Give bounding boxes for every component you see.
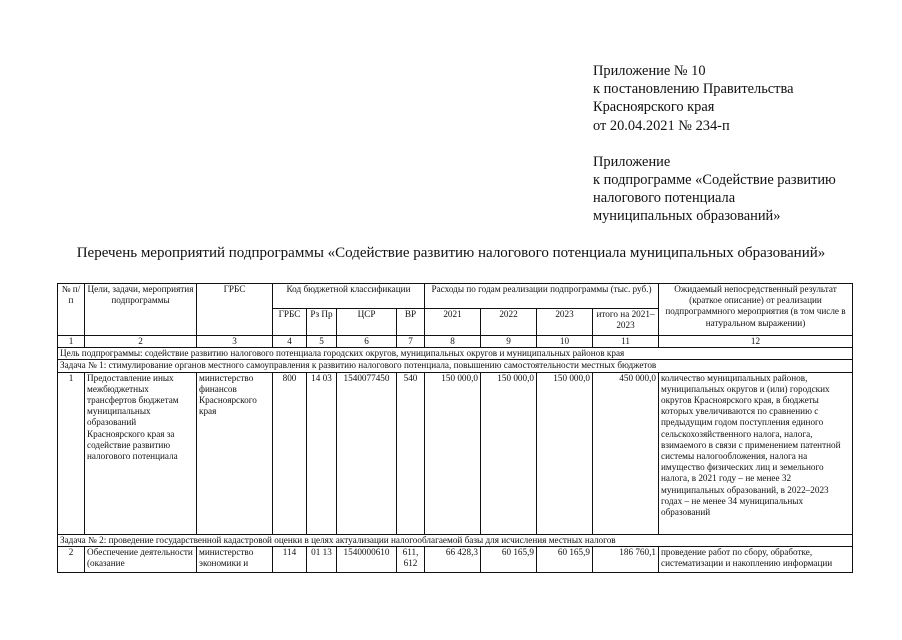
header-vr: ВР (397, 309, 425, 336)
row-rz-pr: 14 03 (307, 372, 337, 534)
column-number: 1 (58, 336, 85, 348)
row-2023: 60 165,9 (537, 546, 593, 572)
row-2021: 66 428,3 (425, 546, 481, 572)
appendix-line: к постановлению Правительства (593, 81, 794, 98)
column-number: 3 (197, 336, 273, 348)
column-number: 9 (481, 336, 537, 348)
task-row (58, 360, 853, 372)
row-csr: 1540000610 (337, 546, 397, 572)
header-num: № п/п (58, 284, 85, 336)
row-num: 2 (58, 546, 85, 572)
header-2021: 2021 (425, 309, 481, 336)
task1-text: Задача № 1: стимулирование органов местного самоуправления к развитию налогового потенциала, повышению самостоятельности местных бюджетов (58, 360, 853, 372)
column-number: 8 (425, 336, 481, 348)
header-budget-code: Код бюджетной классификации (273, 284, 425, 309)
header-rz-pr: Рз Пр (307, 309, 337, 336)
column-number: 12 (659, 336, 853, 348)
row-2022: 150 000,0 (481, 372, 537, 534)
row-name: Обеспечение деятельности (оказание (85, 546, 197, 572)
row-name: Предоставление иных межбюджетных трансфертов бюджетам муниципальных образований Красноярского края за содействие развитию налогового потенциала (85, 372, 197, 534)
row-result: проведение работ по сбору, обработке, систематизации и накоплению информации (659, 546, 853, 572)
goal-text: Цель подпрограммы: содействие развитию налогового потенциала городских округов, муниципальных округов и муниципальных районов края (58, 348, 853, 360)
column-number: 4 (273, 336, 307, 348)
subprogram-line: Приложение (593, 153, 671, 170)
header-code-grbs: ГРБС (273, 309, 307, 336)
row-vr: 540 (397, 372, 425, 534)
row-2022: 60 165,9 (481, 546, 537, 572)
task2-text: Задача № 2: проведение государственной кадастровой оценки в целях актуализации налогооблагаемой базы для исчисления местных налогов (58, 534, 853, 546)
header-2023: 2023 (537, 309, 593, 336)
subprogram-line: к подпрограмме «Содействие развитию (593, 172, 836, 189)
row-rz-pr: 01 13 (307, 546, 337, 572)
column-number: 11 (593, 336, 659, 348)
column-number: 7 (397, 336, 425, 348)
row-num: 1 (58, 372, 85, 534)
column-number: 2 (85, 336, 197, 348)
header-result: Ожидаемый непосредственный результат (краткое описание) от реализации подпрограммного мероприятия (в том числе в натуральном выражении) (659, 284, 853, 336)
header-total: итого на 2021–2023 (593, 309, 659, 336)
task-row (58, 534, 853, 546)
table-row (58, 372, 853, 534)
column-number: 10 (537, 336, 593, 348)
row-2021: 150 000,0 (425, 372, 481, 534)
header-spacer (593, 135, 893, 153)
row-result: количество муниципальных районов, муниципальных округов и (или) городских округов Красноярского края, в бюджеты которых увеличиваются по сравнению с предыдущим годом поступления единого сельскохозяйственного налога, налога, взимаемого в связи с применением патентной системы налогообложения, налога на имущество физических лиц и земельного налога, в 2021 году – не менее 32 муниципальных образований, в 2022–2023 годах – не менее 34 муниципальных образований (659, 372, 853, 534)
row-grbs: министерство финансов Красноярского края (197, 372, 273, 534)
header-goals: Цели, задачи, мероприятия подпрограммы (85, 284, 197, 336)
column-number: 5 (307, 336, 337, 348)
header-2022: 2022 (481, 309, 537, 336)
column-number-row (58, 336, 853, 348)
appendix-header (593, 62, 893, 226)
row-code-grbs: 800 (273, 372, 307, 534)
measures-table (57, 283, 853, 573)
row-grbs: министерство экономики и (197, 546, 273, 572)
header-expenses: Расходы по годам реализации подпрограммы (тыс. руб.) (425, 284, 659, 309)
row-code-grbs: 114 (273, 546, 307, 572)
subprogram-line: налогового потенциала (593, 190, 736, 207)
goal-row (58, 348, 853, 360)
subprogram-line: муниципальных образований» (593, 208, 781, 225)
header-csr: ЦСР (337, 309, 397, 336)
header-grbs: ГРБС (197, 284, 273, 336)
document-title: Перечень мероприятий подпрограммы «Содействие развитию налогового потенциала муниципальных образований» (76, 245, 826, 261)
row-total: 186 760,1 (593, 546, 659, 572)
column-number: 6 (337, 336, 397, 348)
row-2023: 150 000,0 (537, 372, 593, 534)
appendix-line: Красноярского края (593, 99, 715, 116)
appendix-line: Приложение № 10 (593, 63, 706, 79)
row-total: 450 000,0 (593, 372, 659, 534)
row-csr: 1540077450 (337, 372, 397, 534)
row-vr: 611, 612 (397, 546, 425, 572)
table-row (58, 546, 853, 572)
appendix-line: от 20.04.2021 № 234-п (593, 117, 730, 134)
table-header-row (58, 284, 853, 309)
